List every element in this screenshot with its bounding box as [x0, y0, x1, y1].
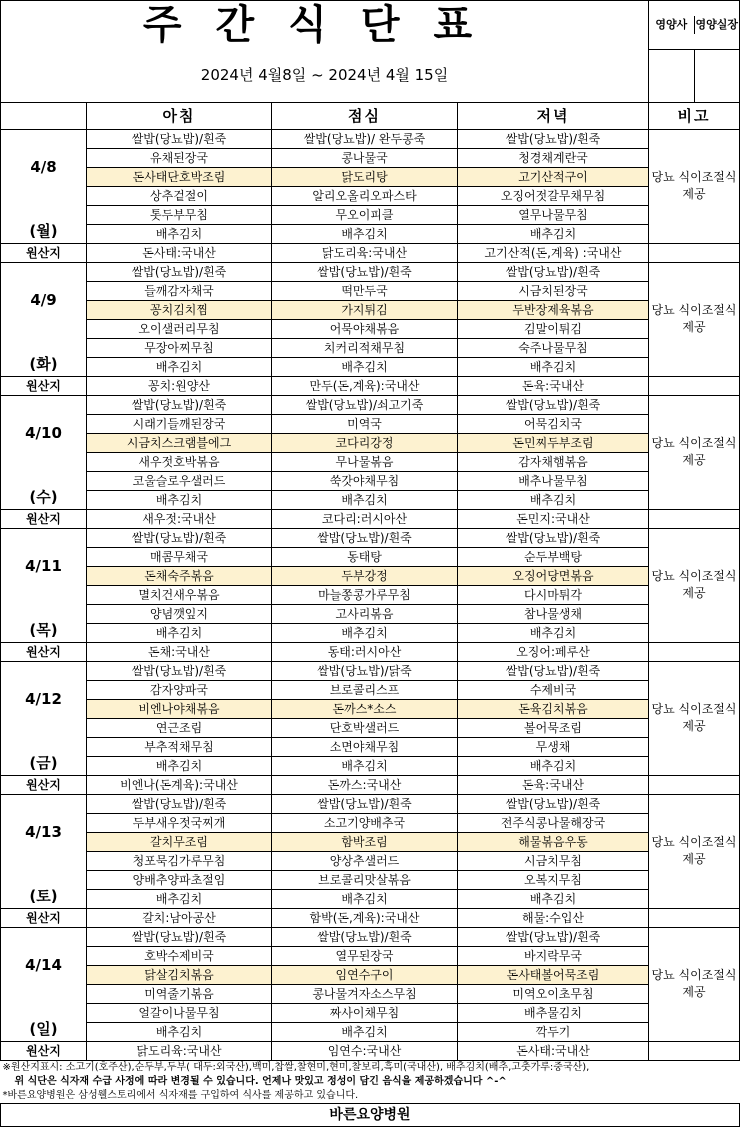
menu-cell-dinner: 쌀밥(당뇨밥)/흰죽: [458, 395, 649, 414]
menu-cell-lunch: 마늘쫑콩가루무침: [272, 585, 458, 604]
menu-row: [1, 661, 740, 680]
note-cell: 당뇨 식이조절식 제공: [649, 129, 740, 243]
signature-header-cell: [649, 1, 740, 50]
menu-cell-breakfast: 멸치건새우볶음: [87, 585, 272, 604]
menu-cell-breakfast: 시래기들깨된장국: [87, 414, 272, 433]
menu-cell-breakfast: 쌀밥(당뇨밥)/흰죽: [87, 262, 272, 281]
chief-dietitian-signature-box[interactable]: [695, 50, 740, 102]
day-weekday: (월): [29, 221, 58, 240]
menu-row: [1, 281, 740, 300]
menu-cell-lunch: 무오이피클: [272, 205, 458, 224]
menu-cell-breakfast: 쌀밥(당뇨밥)/흰죽: [87, 661, 272, 680]
menu-cell-lunch: 고사리볶음: [272, 604, 458, 623]
menu-cell-breakfast: 시금치스크램블에그: [87, 433, 272, 452]
menu-cell-lunch: 함박조림: [272, 832, 458, 851]
menu-cell-breakfast: 쌀밥(당뇨밥)/흰죽: [87, 129, 272, 148]
menu-cell-breakfast: 감자양파국: [87, 680, 272, 699]
day-date: 4/12: [25, 689, 62, 708]
menu-cell-breakfast: 돈사태단호박조림: [87, 167, 272, 186]
menu-cell-lunch: 브로콜리스프: [272, 680, 458, 699]
menu-row: [1, 224, 740, 243]
menu-cell-breakfast: 무장아찌무침: [87, 338, 272, 357]
menu-cell-lunch: 떡만두국: [272, 281, 458, 300]
menu-row: [1, 357, 740, 376]
menu-row: [1, 718, 740, 737]
menu-cell-breakfast: 돈채숙주볶음: [87, 566, 272, 585]
note-cell: 당뇨 식이조절식 제공: [649, 794, 740, 908]
menu-cell-lunch: 배추김치: [272, 224, 458, 243]
menu-cell-lunch: 치커리적채무침: [272, 338, 458, 357]
menu-cell-breakfast: 오이샐러리무침: [87, 319, 272, 338]
menu-row: [1, 186, 740, 205]
menu-cell-lunch: 쌀밥(당뇨밥)/흰죽: [272, 262, 458, 281]
menu-cell-dinner: 순두부백탕: [458, 547, 649, 566]
menu-cell-breakfast: 갈치무조림: [87, 832, 272, 851]
menu-cell-dinner: 청경채계란국: [458, 148, 649, 167]
menu-cell-breakfast: 배추김치: [87, 1022, 272, 1041]
menu-row: [1, 452, 740, 471]
change-footnote: 위 식단은 식자재 수급 사정에 따라 변경될 수 있습니다. 언제나 맛있고 정성이 담긴 음식을 제공하겠습니다 ^-^: [14, 1075, 507, 1087]
menu-cell-lunch: 쌀밥(당뇨밥)/ 완두콩죽: [272, 129, 458, 148]
menu-cell-lunch: 브로콜리맛살볶음: [272, 870, 458, 889]
menu-cell-lunch: 쌀밥(당뇨밥)/쇠고기죽: [272, 395, 458, 414]
menu-cell-dinner: 두반장제육볶음: [458, 300, 649, 319]
menu-cell-breakfast: 배추김치: [87, 490, 272, 509]
menu-cell-lunch: 열무된장국: [272, 946, 458, 965]
origin-cell: 동태:러시아산: [272, 642, 458, 661]
menu-cell-dinner: 배추김치: [458, 224, 649, 243]
menu-cell-lunch: 배추김치: [272, 889, 458, 908]
menu-cell-breakfast: 닭살김치볶음: [87, 965, 272, 984]
menu-cell-lunch: 쌀밥(당뇨밥)/흰죽: [272, 528, 458, 547]
menu-row: [1, 1003, 740, 1022]
note-cell: 당뇨 식이조절식 제공: [649, 927, 740, 1041]
menu-row: [1, 699, 740, 718]
day-label-cell: [1, 395, 87, 509]
menu-cell-breakfast: 연근조림: [87, 718, 272, 737]
menu-cell-breakfast: 배추김치: [87, 623, 272, 642]
menu-cell-lunch: 양상추샐러드: [272, 851, 458, 870]
menu-cell-breakfast: 코울슬로우샐러드: [87, 471, 272, 490]
dietitian-signature-box[interactable]: [649, 50, 695, 102]
menu-row: [1, 262, 740, 281]
menu-cell-breakfast: 양념깻잎지: [87, 604, 272, 623]
origin-row: [1, 376, 740, 395]
menu-row: [1, 870, 740, 889]
day-date: 4/11: [25, 556, 62, 575]
menu-row: [1, 794, 740, 813]
origin-cell: 돈민지:국내산: [458, 509, 649, 528]
day-date: 4/10: [25, 423, 62, 442]
menu-cell-breakfast: 상추겉절이: [87, 186, 272, 205]
origin-notes-blank: [649, 908, 740, 927]
menu-row: [1, 965, 740, 984]
note-cell: 당뇨 식이조절식 제공: [649, 262, 740, 376]
origin-row: [1, 509, 740, 528]
menu-row: [1, 395, 740, 414]
menu-cell-dinner: 돈육김치볶음: [458, 699, 649, 718]
column-header-lunch: 점심: [272, 102, 458, 129]
origin-row: [1, 1041, 740, 1060]
menu-row: [1, 490, 740, 509]
menu-cell-lunch: 무나물볶음: [272, 452, 458, 471]
menu-cell-dinner: 미역오이초무침: [458, 984, 649, 1003]
menu-row: [1, 414, 740, 433]
origin-cell: 돈육:국내산: [458, 376, 649, 395]
note-cell: 당뇨 식이조절식 제공: [649, 661, 740, 775]
menu-row: [1, 566, 740, 585]
menu-cell-dinner: 돈민찌두부조림: [458, 433, 649, 452]
day-date: 4/9: [30, 290, 57, 309]
origin-row: [1, 908, 740, 927]
menu-cell-dinner: 전주식콩나물해장국: [458, 813, 649, 832]
menu-cell-breakfast: 유채된장국: [87, 148, 272, 167]
day-label-cell: [1, 927, 87, 1041]
menu-cell-lunch: 콩나물국: [272, 148, 458, 167]
menu-cell-lunch: 쌀밥(당뇨밥)/닭죽: [272, 661, 458, 680]
menu-cell-dinner: 고기산적구이: [458, 167, 649, 186]
menu-cell-lunch: 소면야채무침: [272, 737, 458, 756]
origin-cell: 돈까스:국내산: [272, 775, 458, 794]
column-header-breakfast: 아침: [87, 102, 272, 129]
menu-row: [1, 604, 740, 623]
menu-row: [1, 680, 740, 699]
menu-cell-lunch: 배추김치: [272, 357, 458, 376]
menu-cell-lunch: 어묵야채볶음: [272, 319, 458, 338]
origin-cell: 코다리:러시아산: [272, 509, 458, 528]
menu-cell-lunch: 미역국: [272, 414, 458, 433]
menu-row: [1, 471, 740, 490]
menu-row: [1, 813, 740, 832]
menu-cell-lunch: 쌀밥(당뇨밥)/흰죽: [272, 927, 458, 946]
menu-cell-dinner: 깍두기: [458, 1022, 649, 1041]
note-cell: 당뇨 식이조절식 제공: [649, 395, 740, 509]
origin-cell: 돈육:국내산: [458, 775, 649, 794]
hospital-name: 바른요양병원: [1, 1103, 740, 1126]
menu-cell-lunch: 동태탕: [272, 547, 458, 566]
origin-cell: 꽁치:원양산: [87, 376, 272, 395]
menu-cell-dinner: 쌀밥(당뇨밥)/흰죽: [458, 528, 649, 547]
menu-row: [1, 433, 740, 452]
day-date: 4/8: [30, 157, 57, 176]
menu-cell-dinner: 김말이튀김: [458, 319, 649, 338]
menu-cell-dinner: 배추김치: [458, 889, 649, 908]
menu-cell-dinner: 배추김치: [458, 623, 649, 642]
menu-cell-dinner: 오징어젓갈무채무침: [458, 186, 649, 205]
origin-cell: 새우젓:국내산: [87, 509, 272, 528]
menu-row: [1, 832, 740, 851]
menu-row: [1, 205, 740, 224]
origin-notes-blank: [649, 775, 740, 794]
menu-cell-breakfast: 배추김치: [87, 224, 272, 243]
menu-row: [1, 167, 740, 186]
menu-cell-dinner: 오징어당면볶음: [458, 566, 649, 585]
origin-cell: 돈사태:국내산: [87, 243, 272, 262]
menu-cell-lunch: 배추김치: [272, 1022, 458, 1041]
menu-cell-lunch: 배추김치: [272, 756, 458, 775]
day-weekday: (토): [29, 886, 58, 905]
menu-cell-dinner: 돈사태볼어묵조림: [458, 965, 649, 984]
menu-cell-dinner: 시금치된장국: [458, 281, 649, 300]
day-weekday: (일): [29, 1019, 58, 1038]
menu-row: [1, 148, 740, 167]
origin-label: 원산지: [1, 509, 87, 528]
menu-cell-lunch: 코다리강정: [272, 433, 458, 452]
signature-box-cell: [649, 49, 740, 102]
menu-cell-breakfast: 배추김치: [87, 756, 272, 775]
origin-notes-blank: [649, 1041, 740, 1060]
day-label-cell: [1, 794, 87, 908]
menu-cell-breakfast: 쌀밥(당뇨밥)/흰죽: [87, 927, 272, 946]
menu-cell-lunch: 두부강정: [272, 566, 458, 585]
menu-cell-lunch: 알리오올리오파스타: [272, 186, 458, 205]
date-range: 2024년 4월8일 ~ 2024년 4월 15일: [1, 49, 649, 102]
menu-cell-dinner: 볼어묵조림: [458, 718, 649, 737]
menu-cell-dinner: 해물볶음우동: [458, 832, 649, 851]
origin-notes-blank: [649, 243, 740, 262]
menu-cell-dinner: 배추김치: [458, 490, 649, 509]
menu-cell-breakfast: 새우젓호박볶음: [87, 452, 272, 471]
menu-cell-lunch: 배추김치: [272, 623, 458, 642]
origin-cell: 함박(돈,계육):국내산: [272, 908, 458, 927]
menu-cell-dinner: 오복지무침: [458, 870, 649, 889]
menu-cell-dinner: 어묵김치국: [458, 414, 649, 433]
day-date: 4/13: [25, 822, 62, 841]
menu-cell-lunch: 돈까스*소스: [272, 699, 458, 718]
day-weekday: (금): [29, 753, 58, 772]
menu-cell-lunch: 닭도리탕: [272, 167, 458, 186]
menu-row: [1, 623, 740, 642]
column-header-notes: 비고: [649, 102, 740, 129]
origin-row: [1, 642, 740, 661]
menu-cell-breakfast: 매콤무채국: [87, 547, 272, 566]
menu-cell-lunch: 짜사이채무침: [272, 1003, 458, 1022]
menu-cell-breakfast: 들깨감자채국: [87, 281, 272, 300]
menu-cell-breakfast: 비엔나야채볶음: [87, 699, 272, 718]
menu-row: [1, 300, 740, 319]
menu-cell-breakfast: 꽁치김치찜: [87, 300, 272, 319]
note-cell: 당뇨 식이조절식 제공: [649, 528, 740, 642]
menu-row: [1, 547, 740, 566]
day-date: 4/14: [25, 955, 62, 974]
menu-row: [1, 585, 740, 604]
menu-cell-breakfast: 쌀밥(당뇨밥)/흰죽: [87, 395, 272, 414]
origin-row: [1, 775, 740, 794]
menu-cell-breakfast: 톳두부무침: [87, 205, 272, 224]
menu-cell-dinner: 수제비국: [458, 680, 649, 699]
origin-label: 원산지: [1, 376, 87, 395]
origin-row: [1, 243, 740, 262]
menu-row: [1, 1022, 740, 1041]
menu-cell-breakfast: 쌀밥(당뇨밥)/흰죽: [87, 528, 272, 547]
day-weekday: (화): [29, 354, 58, 373]
menu-cell-dinner: 감자채햄볶음: [458, 452, 649, 471]
origin-label: 원산지: [1, 1041, 87, 1060]
menu-cell-lunch: 쑥갓야채무침: [272, 471, 458, 490]
menu-cell-dinner: 숙주나물무침: [458, 338, 649, 357]
day-label-cell: [1, 661, 87, 775]
menu-cell-lunch: 쌀밥(당뇨밥)/흰죽: [272, 794, 458, 813]
menu-cell-dinner: 쌀밥(당뇨밥)/흰죽: [458, 262, 649, 281]
menu-cell-breakfast: 미역줄기볶음: [87, 984, 272, 1003]
menu-row: [1, 984, 740, 1003]
origin-cell: 오징어:페루산: [458, 642, 649, 661]
origin-footnote: ※원산지표시: 소고기(호주산),순두부,두부( 대두:외국산),백미,찹쌀,찰현미,현미,찰보리,흑미(국내산), 배추김치(배추,고춧가루:중국산),: [2, 1061, 590, 1073]
menu-cell-lunch: 콩나물겨자소스무침: [272, 984, 458, 1003]
column-header-dinner: 저녁: [458, 102, 649, 129]
origin-cell: 만두(돈,계육):국내산: [272, 376, 458, 395]
menu-cell-lunch: 가지튀김: [272, 300, 458, 319]
origin-cell: 닭도리육:국내산: [87, 1041, 272, 1060]
origin-label: 원산지: [1, 908, 87, 927]
day-weekday: (목): [29, 620, 58, 639]
menu-cell-dinner: 쌀밥(당뇨밥)/흰죽: [458, 129, 649, 148]
menu-cell-lunch: 배추김치: [272, 490, 458, 509]
menu-cell-breakfast: 배추김치: [87, 889, 272, 908]
origin-cell: 고기산적(돈,계육) :국내산: [458, 243, 649, 262]
day-label-cell: [1, 129, 87, 243]
origin-notes-blank: [649, 642, 740, 661]
menu-cell-dinner: 배추물김치: [458, 1003, 649, 1022]
menu-row: [1, 319, 740, 338]
origin-cell: 닭도리육:국내산: [272, 243, 458, 262]
origin-notes-blank: [649, 509, 740, 528]
menu-cell-dinner: 배추김치: [458, 357, 649, 376]
origin-label: 원산지: [1, 243, 87, 262]
day-label-cell: [1, 528, 87, 642]
menu-cell-breakfast: 얼갈이나물무침: [87, 1003, 272, 1022]
menu-cell-dinner: 다시마튀각: [458, 585, 649, 604]
menu-row: [1, 756, 740, 775]
menu-row: [1, 851, 740, 870]
menu-cell-dinner: 바지락무국: [458, 946, 649, 965]
origin-cell: 비엔나(돈계육):국내산: [87, 775, 272, 794]
corner-header: [1, 102, 87, 129]
origin-cell: 돈사태:국내산: [458, 1041, 649, 1060]
menu-cell-breakfast: 배추김치: [87, 357, 272, 376]
menu-cell-dinner: 무생채: [458, 737, 649, 756]
origin-label: 원산지: [1, 775, 87, 794]
menu-row: [1, 927, 740, 946]
menu-cell-lunch: 임연수구이: [272, 965, 458, 984]
origin-notes-blank: [649, 376, 740, 395]
supplier-footnote: *바른요양병원은 삼성웰스토리에서 식자재를 구입하여 식사를 제공하고 있습니다.: [2, 1089, 359, 1101]
origin-cell: 갈치:남아공산: [87, 908, 272, 927]
menu-cell-dinner: 시금치무침: [458, 851, 649, 870]
menu-cell-dinner: 쌀밥(당뇨밥)/흰죽: [458, 927, 649, 946]
menu-cell-dinner: 배추김치: [458, 756, 649, 775]
menu-row: [1, 737, 740, 756]
menu-row: [1, 946, 740, 965]
menu-cell-lunch: 단호박샐러드: [272, 718, 458, 737]
origin-label: 원산지: [1, 642, 87, 661]
origin-cell: 돈채:국내산: [87, 642, 272, 661]
menu-cell-breakfast: 양배추양파초절임: [87, 870, 272, 889]
menu-cell-breakfast: 호박수제비국: [87, 946, 272, 965]
origin-cell: 해물:수입산: [458, 908, 649, 927]
menu-cell-dinner: 참나물생채: [458, 604, 649, 623]
day-label-cell: [1, 262, 87, 376]
menu-cell-breakfast: 부추적채무침: [87, 737, 272, 756]
origin-cell: 임연수:국내산: [272, 1041, 458, 1060]
menu-row: [1, 338, 740, 357]
menu-cell-breakfast: 청포묵김가루무침: [87, 851, 272, 870]
menu-cell-breakfast: 쌀밥(당뇨밥)/흰죽: [87, 794, 272, 813]
chief-dietitian-label: 영양실장: [695, 17, 739, 31]
menu-cell-dinner: 배추나물무침: [458, 471, 649, 490]
day-weekday: (수): [29, 487, 58, 506]
menu-row: [1, 129, 740, 148]
menu-cell-dinner: 열무나물무침: [458, 205, 649, 224]
menu-cell-dinner: 쌀밥(당뇨밥)/흰죽: [458, 661, 649, 680]
menu-row: [1, 889, 740, 908]
menu-cell-lunch: 소고기양배추국: [272, 813, 458, 832]
page-title: 주간식단표: [1, 1, 649, 50]
dietitian-label: 영양사: [649, 16, 695, 34]
menu-row: [1, 528, 740, 547]
menu-cell-breakfast: 두부새우젓국찌개: [87, 813, 272, 832]
menu-cell-dinner: 쌀밥(당뇨밥)/흰죽: [458, 794, 649, 813]
